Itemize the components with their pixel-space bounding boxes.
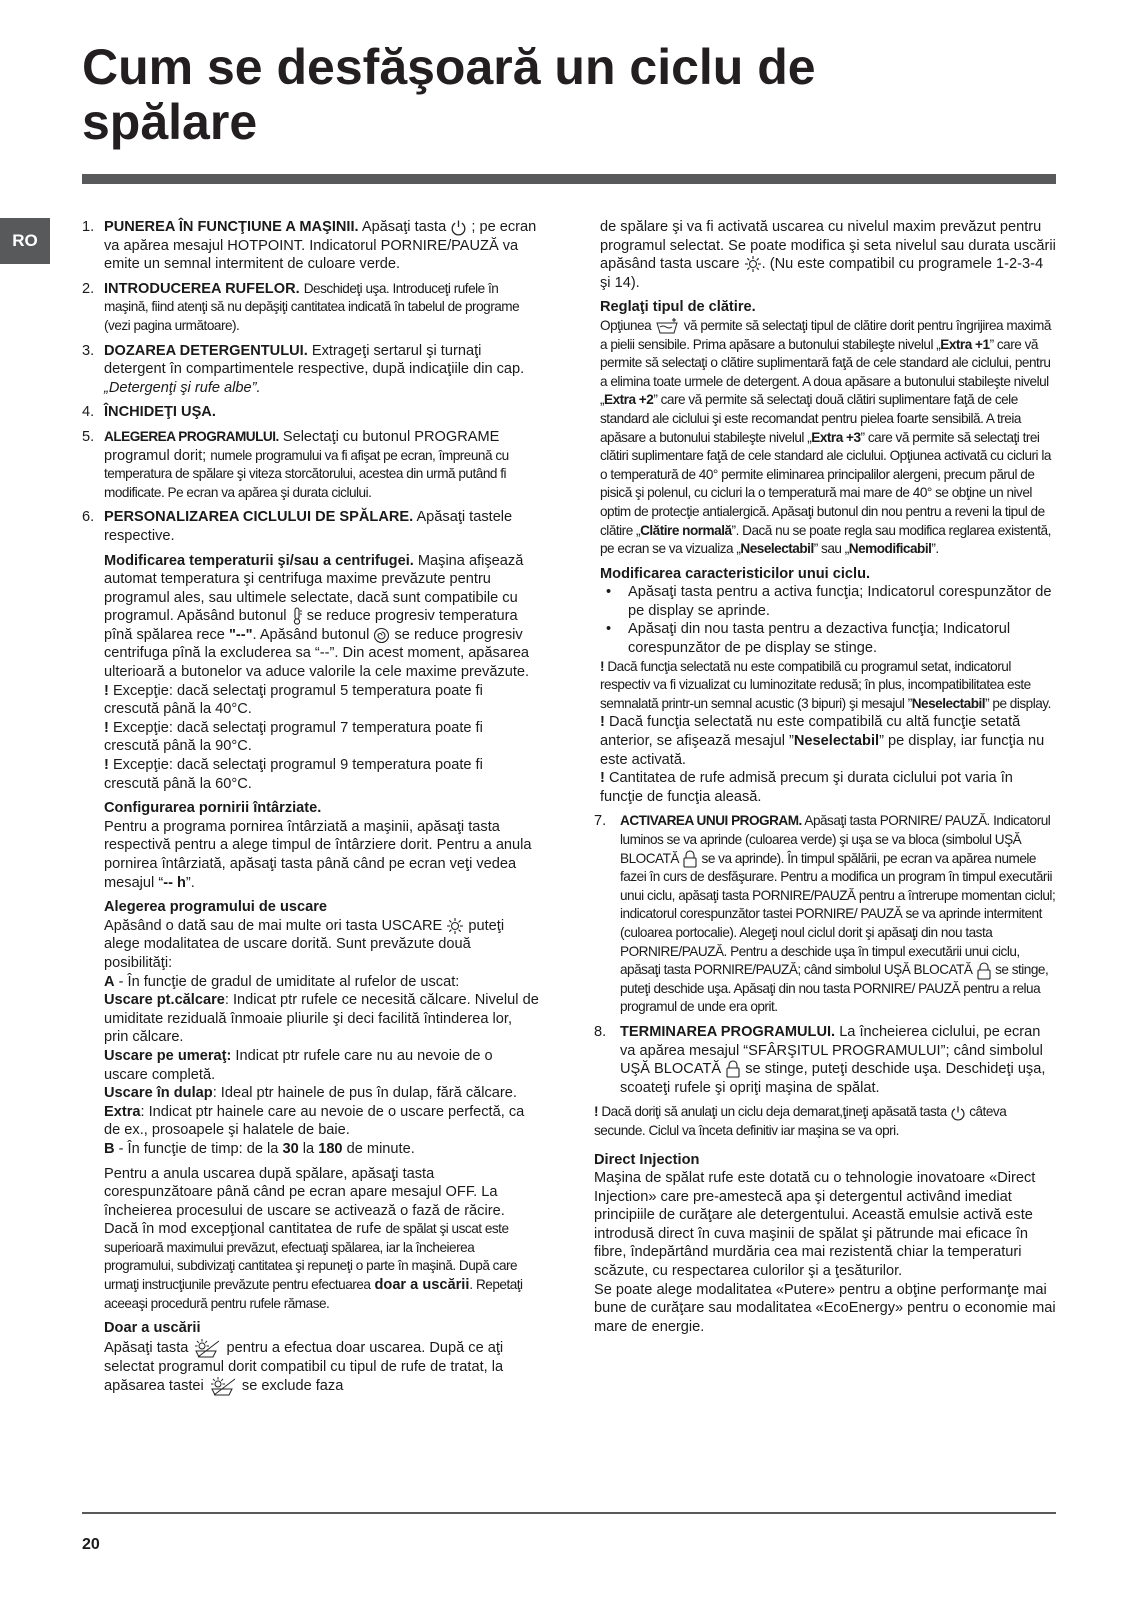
body-text: Apăsaţi tasta PORNIRE/ PAUZĂ. Indicatorul luminos se va aprinde (culoarea verde) şi uşa se va bloca (simbolul UŞĂ BLOCATĂ — [620, 813, 1051, 866]
warning-mark: ! — [600, 714, 605, 731]
max-minutes: 180 — [318, 1140, 343, 1157]
body-text: ” care vă permite să selectaţi trei clătiri suplimentare faţă de cele standard ale ciclului. Opţiunea activată cu cicluri la o temperatură de 40° permite eliminarea principalilor alergeni, precum părul de pisică şi polenul, cu cicluri la o temperatură mai mare de 40° se obţine un nivel optim de protecţie antialergică. Apăsaţi butonul din nou pentru a reveni la tipul de clătire „ — [600, 429, 1051, 538]
step-4 — [82, 403, 540, 422]
body-text: se va aprinde). În timpul spălării, pe ecran va apărea numele fazei în curs de desfăşurare. Pentru a modifica un program în timpul executării unui ciclu, apăsaţi tasta PORNIRE/PAUZĂ pentru a întrerupe momentan ciclul; indicatorul corespunzător tastei PORNIRE/ PAUZĂ se va aprinde intermitent (culoarea portocalie). Alegeţi noul ciclul dorit şi apăsaţi din nou tasta PORNIRE/PAUZĂ. Pentru a deschide uşa în timpul executării unui ciclu, apăsaţi tasta PORNIRE/PAUZĂ; când simbolul UŞĂ BLOCATĂ — [620, 850, 1056, 978]
body-text: ” care vă permite să selectaţi două clătiri suplimentare faţă de cele standard ale ciclului şi este recomandat pentru pielea foarte sensibilă. A treia apăsare a butonului stabileşte nivelul „ — [600, 392, 1021, 445]
body-text: puteţi alege modalitatea de uscare dorită. Sunt prevăzute două posibilităţi: — [104, 917, 505, 971]
step-number: 3. — [82, 342, 95, 359]
section-heading: Direct Injection — [594, 1151, 700, 1168]
option-a — [104, 973, 540, 992]
section-heading: Modificarea caracteristicilor unui ciclu. — [600, 565, 871, 582]
body-text: Cantitatea de rufe admisă precum şi durata ciclului pot varia în funcţie de funcţia aleasă. — [600, 770, 1013, 805]
step-heading: PUNEREA ÎN FUNCŢIUNE A MAŞINII. — [104, 219, 359, 235]
rinse-text — [600, 317, 1056, 559]
warning-mark: ! — [104, 757, 109, 774]
step-text: ; pe ecran va apărea mesajul HOTPOINT. Indicatorul PORNIRE/PAUZĂ va emite un semnal intermitent de culoare verde. — [104, 219, 537, 273]
right-column — [594, 218, 1056, 1336]
spin-icon — [373, 627, 390, 644]
cancel-drying — [104, 1165, 540, 1314]
warning-mark: ! — [600, 770, 605, 787]
option-hanger — [104, 1047, 540, 1084]
emphasis: doar a uscării — [374, 1277, 470, 1294]
step-heading: INTRODUCEREA RUFELOR. — [104, 280, 300, 297]
body-text: : Indicat ptr rufele ce necesită călcare. Nivelul de umiditate reziduală înmoaie pliurile şi deci facilită întinderea lor, prin călcare. — [104, 992, 539, 1046]
step-2 — [82, 280, 540, 336]
exception-2 — [104, 719, 540, 756]
step-text: Deschideţi uşa. Introduceţi rufele în maşină, fiind atenţi să nu depăşiţi cantitatea indicată în tabelul de programe (vezi pagina următoare). — [104, 280, 520, 333]
body-text: de spălat şi uscat este superioară maximului prevăzut, efectuaţi spălarea, iar la încheierea programului, subdivizaţi cantitatea şi repuneţi o parte în maşină. După care urmaţi instrucţiunile prevăzute pentru efectuarea — [104, 1221, 518, 1293]
step-number: 8. — [594, 1023, 607, 1040]
level-label: Extra +3 — [811, 429, 861, 445]
body-text: la — [302, 1140, 315, 1157]
step-7 — [594, 812, 1056, 1017]
padlock-icon — [976, 962, 992, 980]
body-text: se reduce progresiv temperatura pînă spălarea rece — [104, 608, 518, 643]
step-heading: PERSONALIZAREA CICLULUI DE SPĂLARE. — [104, 509, 414, 526]
step-number: 7. — [594, 813, 607, 830]
option-label: Extra — [104, 1103, 141, 1120]
body-text: Pentru a anula uscarea după spălare, apăsaţi tasta corespunzătoare până când pe ecran apare mesajul OFF. La încheierea procesului de uscare se activează o fază de răcire. Dacă în mod excepţional cantitatea de rufe — [104, 1165, 505, 1238]
thermometer-icon — [291, 607, 303, 625]
body-text: ” sau „ — [813, 541, 849, 557]
padlock-icon — [725, 1060, 741, 1078]
step-heading: ACTIVAREA UNUI PROGRAM. — [620, 813, 802, 829]
step-number: 5. — [82, 428, 95, 445]
option-label: Uscare pe umeraţ: — [104, 1047, 232, 1064]
body-text: Apăsaţi din nou tasta pentru a dezactiva funcţia; Indicatorul corespunzător de pe display se stinge. — [628, 621, 1011, 657]
body-text: se stinge, puteţi deschide uşa. Deschideţi uşa, scoateţi rufele şi opriţi maşina de spălat. — [620, 1061, 1046, 1096]
section-heading: Reglaţi tipul de clătire. — [600, 299, 756, 316]
section-heading: Alegerea programului de uscare — [104, 899, 328, 916]
exception-3 — [104, 756, 540, 793]
body-text: ”. — [185, 874, 195, 891]
bullet-mark: • — [606, 584, 612, 601]
body-text: Excepţie: dacă selectaţi programul 5 temperatura poate fi crescută până la 40°C. — [104, 682, 483, 718]
body-text: ”. Dacă nu se poate regla sau modifica reglarea existentă, pe ecran se va vizualiza „ — [600, 522, 1051, 557]
body-text: . (Nu este compatibil cu programele 1-2-3-4 şi 14). — [600, 256, 1044, 291]
footer-rule — [82, 1512, 1056, 1514]
body-text: - În funcţie de gradul de umiditate al rufelor de uscat: — [118, 973, 460, 990]
option-label: A — [104, 973, 115, 990]
option-extra — [104, 1103, 540, 1140]
body-text: Apăsaţi tasta — [104, 1339, 189, 1356]
body-text: pentru a efectua doar uscarea. După ce aţi selectat programul dorit compatibil cu tipul de rufe de tratat, la apăsarea tastei — [104, 1339, 504, 1395]
step-heading: ÎNCHIDEŢI UŞA. — [104, 404, 216, 421]
direct-injection-text: Maşina de spălat rufe este dotată cu o tehnologie inovatoare «Direct Injection» care pre-amestecă apa şi detergentul activând imediat principiile de curăţare ale detergentului. Această emulsie activă este introdusă direct în cuva maşinii de spălat şi pătrunde mai eficace în fibre, îndepărtând murdăria cea mai rezistentă chiar la temperaturi scăzute, cu respectarea culorilor şi a ţesăturilor. — [594, 1170, 1036, 1280]
body-text: : Ideal ptr hainele de pus în dulap, fără călcare. — [212, 1085, 517, 1102]
drying-continued — [600, 218, 1056, 292]
step-number: 2. — [82, 280, 95, 297]
step-number: 4. — [82, 404, 95, 421]
step-text: numele programului va fi afişat pe ecran, împreună cu temperatura de spălare şi viteza storcătorului, acestea din urmă putând fi modificate. Pe ecran va apărea şi durata ciclului. — [104, 447, 509, 500]
display-message: Neselectabil — [911, 695, 986, 711]
display-value: "--" — [228, 626, 253, 643]
body-text: Dacă funcţia selectată nu este compatibilă cu programul setat, indicatorul respectiv va fi vizualizat cu luminozitate redusă; în plus, incompatibilitatea este semnalată printr-un semnal acustic (3 bipuri) şi mesajul ” — [600, 658, 1031, 711]
body-text: . Repetaţi aceeaşi procedură pentru rufele rămase. — [104, 1277, 523, 1311]
dry-only-icon — [208, 1376, 238, 1396]
power-icon — [950, 1105, 966, 1121]
language-tab: RO — [0, 218, 50, 264]
body-text: câteva secunde. Ciclul va înceta definitiv iar maşina se va opri. — [594, 1104, 1007, 1138]
step-6 — [82, 508, 540, 1396]
section-heading: Configurarea pornirii întârziate. — [104, 800, 322, 817]
step-text: Apăsaţi tasta — [361, 219, 447, 235]
warning-mark: ! — [600, 658, 605, 674]
page-number: 20 — [82, 1536, 100, 1553]
left-column — [82, 218, 540, 1402]
sun-dry-icon — [446, 917, 464, 935]
list-item — [600, 620, 1056, 657]
step-heading: ALEGEREA PROGRAMULUI. — [104, 428, 279, 444]
body-text: ” pe display. — [985, 695, 1051, 711]
body-text: Dacă funcţia selectată nu este compatibilă cu altă funcţie setată anterior, se afişează mesajul ” — [600, 714, 1021, 750]
dry-only-icon — [192, 1338, 222, 1358]
step-heading: DOZAREA DETERGENTULUI. — [104, 342, 308, 359]
sun-dry-icon — [744, 255, 762, 273]
option-b — [104, 1140, 540, 1159]
section-heading: Modificarea temperaturii şi/sau a centrifugei. — [104, 552, 414, 569]
list-item — [600, 583, 1056, 620]
body-text: se reduce progresiv centrifuga pînă la excluderea sa “--”. Din acest moment, apăsarea ulterioară a butonelor va aduce valorile la cele maxime prevăzute. — [104, 626, 530, 681]
display-message: Neselectabil — [793, 733, 880, 750]
warning-3 — [600, 769, 1056, 806]
rinse-icon — [654, 317, 680, 335]
step-text: Apăsaţi tastele respective. — [104, 509, 513, 544]
drying-intro — [104, 917, 540, 973]
body-text: de spălare şi va fi activată uscarea cu nivelul maxim prevăzut pentru programul selectat. Se poate modifica şi seta nivelul sau durata uscării apăsând tasta uscare — [600, 219, 1056, 273]
body-text: de minute. — [346, 1140, 415, 1157]
warning-mark: ! — [104, 682, 109, 699]
delay-text — [104, 818, 540, 892]
level-label: Extra +1 — [940, 336, 990, 352]
step-3 — [82, 342, 540, 398]
step-text: Extrageţi sertarul şi turnaţi detergent în compartimentele respective, după indicaţiile din cap. — [104, 342, 525, 378]
body-text: Pentru a programa pornirea întârziată a maşinii, apăsaţi tasta respectivă pentru a alege timpul de întârziere dorit. Pentru a anula pornirea întârziată, apăsaţi tasta până când pe ecran veţi vedea mesajul “ — [104, 818, 532, 891]
option-cupboard — [104, 1084, 540, 1103]
body-text: Dacă doriţi să anulaţi un ciclu deja demarat,ţineţi apăsată tasta — [601, 1104, 947, 1120]
dry-only-text — [104, 1338, 540, 1397]
page-title: Cum se desfăşoară un ciclu de spălare — [82, 39, 816, 150]
option-label: B — [104, 1140, 115, 1157]
body-text: Maşina afişează automat temperatura şi centrifuga maxime prevăzute pentru programul ales, sau ultimele selectate, dacă sunt compatibile cu programul. Apăsând butonul — [104, 552, 524, 625]
step-8 — [594, 1023, 1056, 1097]
body-text: ” pe display, iar funcţia nu este activată. — [600, 733, 1045, 768]
body-text: Excepţie: dacă selectaţi programul 7 temperatura poate fi crescută până la 90°C. — [104, 719, 483, 755]
step-number: 1. — [82, 219, 95, 235]
body-text: - În funcţie de timp: de la — [118, 1140, 279, 1157]
body-text: Apăsaţi tasta pentru a activa funcţia; Indicatorul corespunzător de pe display se aprinde. — [628, 584, 1052, 619]
warning-1 — [600, 658, 1056, 714]
body-text: se exclude faza — [241, 1378, 344, 1395]
step-number: 6. — [82, 509, 95, 526]
body-text: ” care vă permite să selectaţi o clătire suplimentară faţă de cele standard ale ciclului, pentru a elimina toate urmele de detergent. A doua apăsare a butonului stabileşte nivelul „ — [600, 336, 1051, 408]
chapter-reference: „Detergenţi şi rufe albe”. — [104, 379, 261, 396]
warning-mark: ! — [594, 1104, 599, 1120]
body-text: se stinge, puteţi deschide uşa. Apăsaţi din nou tasta PORNIRE/ PAUZĂ pentru a relua programul de unde era oprit. — [620, 962, 1049, 1015]
bullet-mark: • — [606, 621, 612, 638]
padlock-icon — [682, 850, 698, 868]
step-5 — [82, 428, 540, 502]
power-icon — [450, 219, 467, 236]
body-text: La încheierea ciclului, pe ecran va apărea mesajul “SFÂRŞITUL PROGRAMULUI”; când simbolul UŞĂ BLOCATĂ — [620, 1023, 1043, 1078]
temperature-section — [104, 552, 540, 682]
body-text: Apăsând o dată sau de mai multe ori tasta USCARE — [104, 917, 443, 934]
display-message: Nemodificabil — [848, 541, 932, 557]
body-text: . Apăsând butonul — [252, 626, 370, 643]
option-label: Uscare pt.călcare — [104, 992, 225, 1009]
option-iron — [104, 991, 540, 1047]
exception-1 — [104, 682, 540, 719]
section-heading: Doar a uscării — [104, 1320, 201, 1337]
step-text: Selectaţi cu butonul PROGRAME programul dorit; — [104, 428, 500, 464]
option-label: Uscare în dulap — [104, 1085, 213, 1102]
step-heading: TERMINAREA PROGRAMULUI. — [620, 1023, 836, 1040]
warning-mark: ! — [104, 719, 109, 736]
level-label: Clătire normală — [640, 522, 732, 538]
display-value: -- h — [163, 874, 186, 891]
direct-injection-modes: Se poate alege modalitatea «Putere» pentru a obţine performanţe mai bune de curăţare sau modalitatea «EcoEnergy» pentru o economie mai mare de energie. — [594, 1281, 1056, 1335]
body-text: Opţiunea — [600, 317, 652, 333]
body-text: Indicat ptr rufele care nu au nevoie de o uscare completă. — [104, 1047, 493, 1083]
body-text: : Indicat ptr hainele care au nevoie de o uscare perfectă, ca de ex., prosoapele şi halatele de baie. — [104, 1103, 525, 1139]
step-1 — [82, 218, 540, 274]
body-text: Excepţie: dacă selectaţi programul 9 temperatura poate fi crescută până la 60°C. — [104, 757, 483, 792]
display-message: Neselectabil — [740, 541, 814, 557]
title-rule — [82, 174, 1056, 184]
warning-2 — [600, 713, 1056, 769]
body-text: ”. — [931, 541, 939, 557]
min-minutes: 30 — [282, 1140, 299, 1157]
level-label: Extra +2 — [604, 392, 654, 408]
cancel-cycle-note — [594, 1103, 1056, 1140]
body-text: vă permite să selectaţi tipul de clătire dorit pentru îngrijirea maximă a pielii sensibile. Prima apăsare a butonului stabileşte nivelul „ — [600, 317, 1051, 352]
